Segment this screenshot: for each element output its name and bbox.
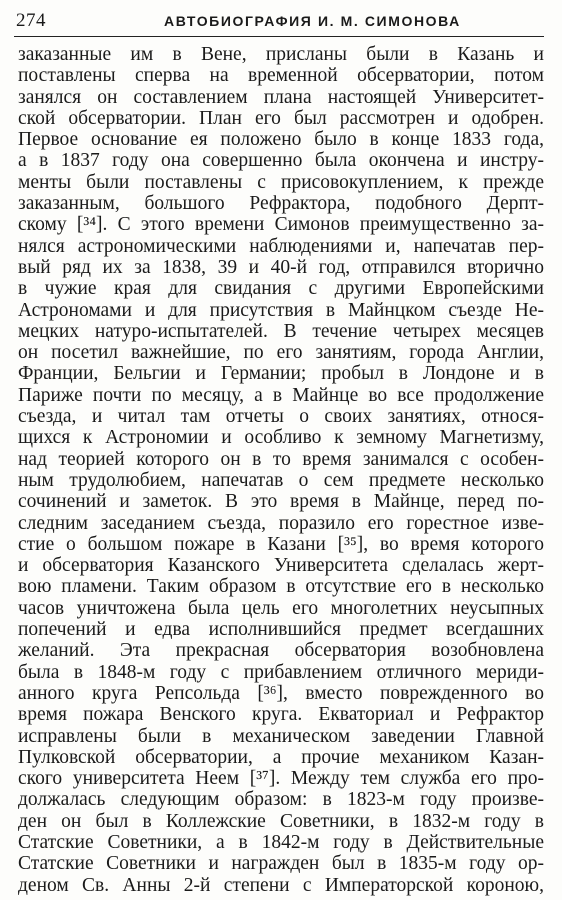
text-line: анного круга Репсольда [³⁶], вместо поврежденного во [18,682,544,704]
text-line: занялся он составлением плана настоящей Университет- [18,86,544,108]
text-line: деном Св. Анны 2-й степени с Императорской короною, [18,874,544,896]
text-line: часов уничтожена была цель его многолетних неусыпных [18,597,544,619]
text-line: сочинений и заметок. В это время в Майнце, перед по- [18,491,544,513]
text-line: ден он был в Коллежские Советники, в 1832-м году в [18,810,544,832]
text-line: менты были поставлены с присовокуплением, к прежде [18,171,544,193]
text-line: ской обсерватории. План его был рассмотрен и одобрен. [18,107,544,129]
text-line: попечений и едва исполнившийся предмет всегдашних [18,619,544,641]
text-line: съезда, и читал там отчеты о своих занятиях, относя- [18,406,544,428]
running-title: АВТОБИОГРАФИЯ И. М. СИМОНОВА [164,13,461,29]
text-line: стие о большом пожаре в Казани [³⁵], во время которого [18,533,544,555]
text-line: Париже почти по месяцу, а в Майнце во все продолжение [18,384,544,406]
text-line: вый ряд их за 1838, 39 и 40-й год, отправился вторично [18,256,544,278]
text-line: Первое основание ея положено было в конце 1833 года, [18,129,544,151]
text-line: ского университета Неем [³⁷]. Между тем служба его про- [18,768,544,790]
text-line: Франции, Бельгии и Германии; пробыл в Лондоне и в [18,363,544,385]
text-line: Пулковской обсерватории, а прочие механиком Казан- [18,746,544,768]
text-line: исправлены были в механическом заведении Главной [18,725,544,747]
text-line: Статские Советники, а в 1842-м году в Действительные [18,831,544,853]
text-line: щихся к Астрономии и особливо к земному Магнетизму, [18,427,544,449]
text-line: была в 1848-м году с прибавлением отличного мериди- [18,661,544,683]
text-line: скому [³⁴]. С этого времени Симонов преимущественно за- [18,214,544,236]
text-line: мецких натуро-испытателей. В течение четырех месяцев [18,320,544,342]
body-text [18,44,544,896]
text-line: поставлены сперва на временной обсерватории, потом [18,65,544,87]
text-line: а в 1837 году она совершенно была окончена и инстру- [18,150,544,172]
text-line: над теорией которого он в то время занимался с особен- [18,448,544,470]
text-line: Астрономами и для присутствия в Майнцком съезде Не- [18,299,544,321]
text-line: заказанные им в Вене, присланы были в Казань и [18,44,544,65]
text-line: заказанным, большого Рефрактора, подобного Дерпт- [18,193,544,215]
text-line: в чужие края для свидания с другими Европейскими [18,278,544,300]
text-line: вою пламени. Таким образом в отсутствие его в несколько [18,576,544,598]
text-line: желаний. Эта прекрасная обсерватория возобновлена [18,640,544,662]
text-line: и обсерватория Казанского Университета сделалась жерт- [18,555,544,577]
text-line: он посетил важнейшие, по его занятиям, города Англии, [18,342,544,364]
text-line: Статские Советники и награжден был в 1835-м году ор- [18,853,544,875]
page-header [14,4,544,37]
text-line: нялся астрономическими наблюдениями и, напечатав пер- [18,235,544,257]
text-line: ным трудолюбием, напечатав о сем предмете несколько [18,469,544,491]
text-line: должалась следующим образом: в 1823-м году произве- [18,789,544,811]
text-line: следним заседанием съезда, поразило его горестное изве- [18,512,544,534]
text-line: время пожара Венского круга. Екваториал и Рефрактор [18,704,544,726]
page-number: 274 [16,10,46,31]
